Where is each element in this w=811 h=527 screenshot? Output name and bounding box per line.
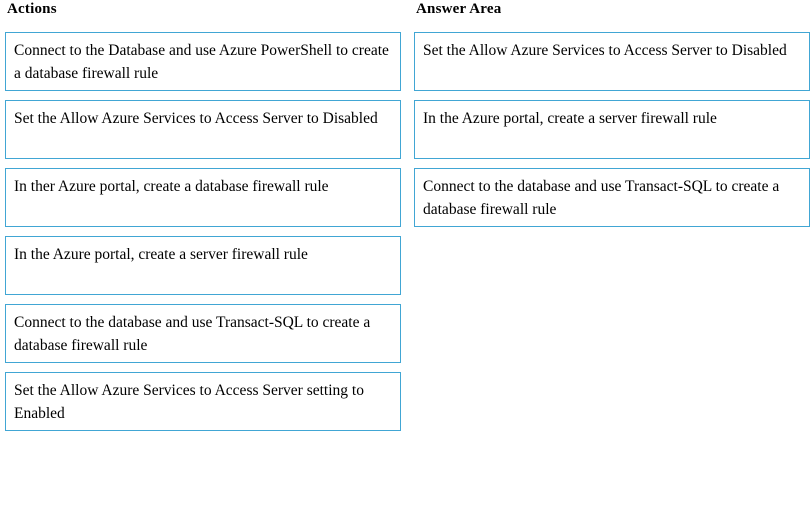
action-item-label: Connect to the database and use Transact-SQL to create a database firewall rule: [14, 314, 371, 354]
action-item[interactable]: [5, 100, 401, 159]
action-item[interactable]: [5, 168, 401, 227]
action-item[interactable]: [5, 236, 401, 295]
answer-area-column: [414, 0, 810, 236]
action-item-label: Set the Allow Azure Services to Access Server to Disabled: [14, 110, 378, 127]
answer-item-label: In the Azure portal, create a server firewall rule: [423, 110, 717, 127]
action-item[interactable]: [5, 32, 401, 91]
action-item-label: Set the Allow Azure Services to Access Server setting to Enabled: [14, 382, 364, 422]
answer-item[interactable]: [414, 168, 810, 227]
answer-item[interactable]: [414, 100, 810, 159]
actions-heading: Actions: [7, 1, 57, 17]
action-item-label: Connect to the Database and use Azure PowerShell to create a database firewall rule: [14, 42, 389, 82]
answer-item-label: Set the Allow Azure Services to Access Server to Disabled: [423, 42, 787, 59]
answer-area-heading: Answer Area: [416, 1, 502, 17]
actions-column: [5, 0, 401, 440]
action-item[interactable]: [5, 304, 401, 363]
action-item-label: In ther Azure portal, create a database firewall rule: [14, 178, 329, 195]
answer-item-label: Connect to the database and use Transact-SQL to create a database firewall rule: [423, 178, 780, 218]
action-item[interactable]: [5, 372, 401, 431]
answer-item[interactable]: [414, 32, 810, 91]
action-item-label: In the Azure portal, create a server firewall rule: [14, 246, 308, 263]
